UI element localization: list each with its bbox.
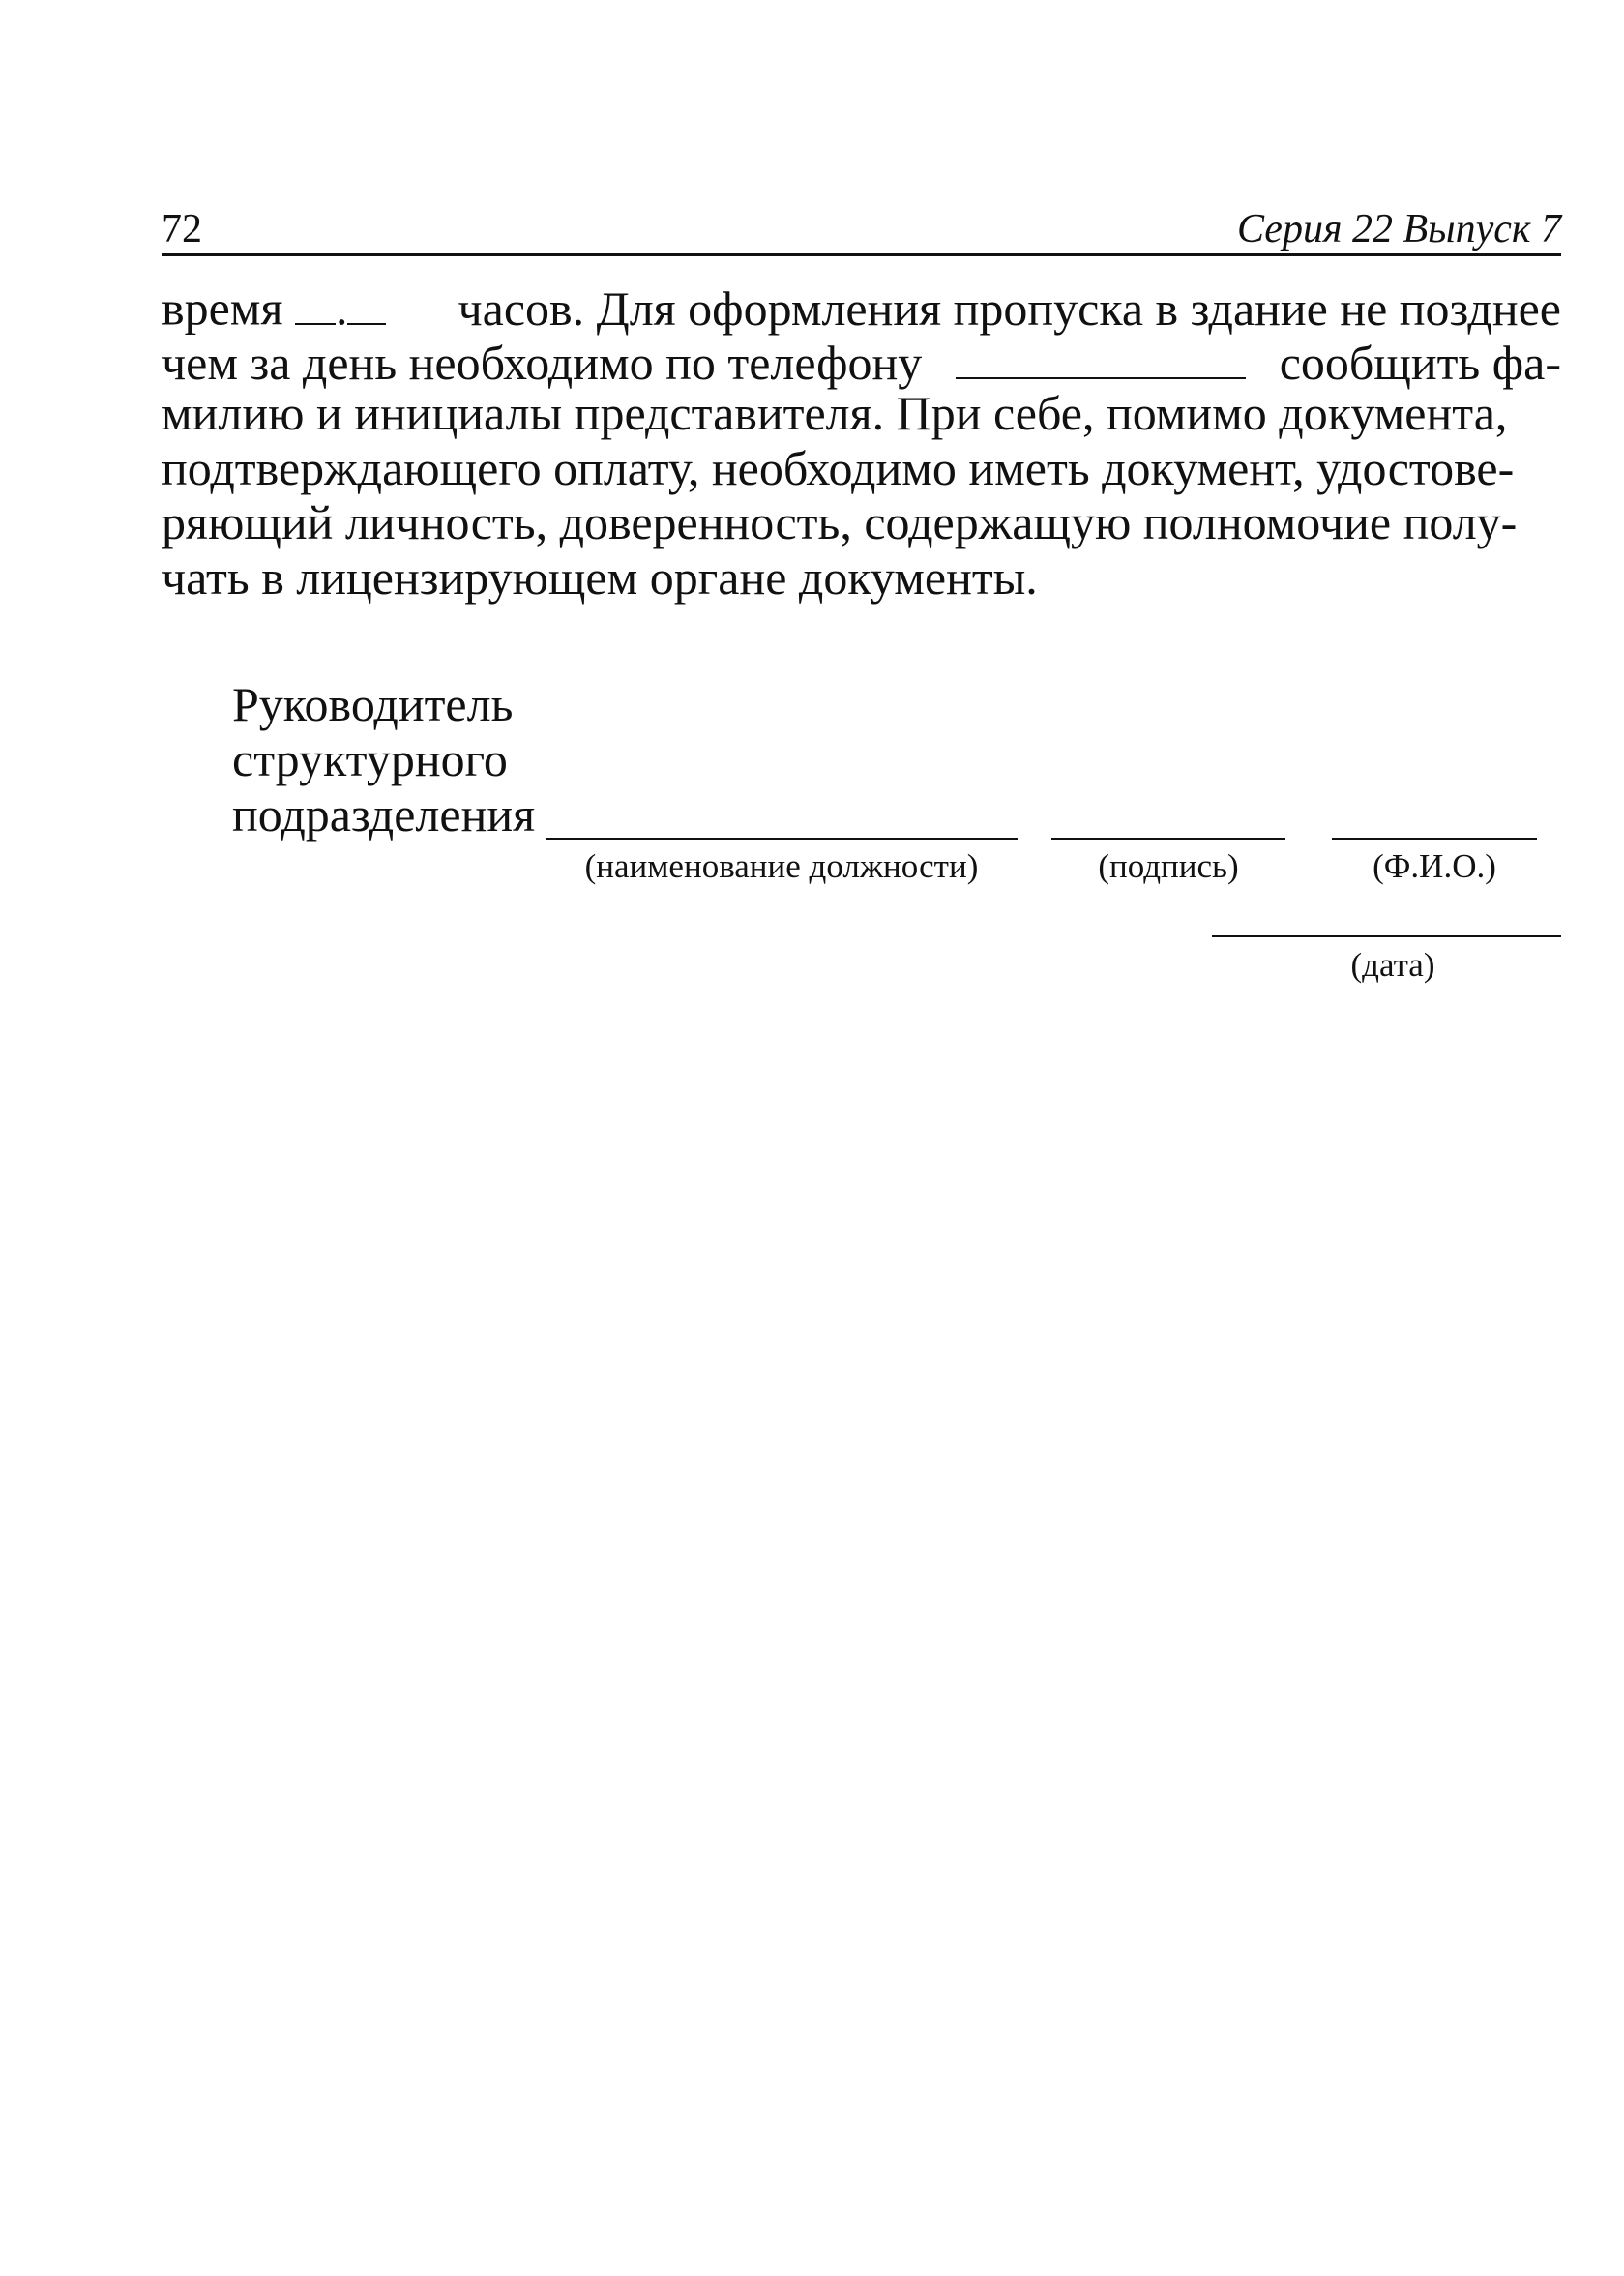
hours-blank: [295, 277, 336, 325]
position-caption: (наименование должности): [584, 847, 979, 885]
signatory-label-line: структурного: [232, 732, 508, 786]
position-line: [546, 838, 1018, 840]
date-line: [1212, 935, 1561, 937]
text-segment: чать в лицензирующем органе документы.: [162, 549, 1038, 605]
body-paragraph: [162, 277, 1561, 605]
date-caption: (дата): [1350, 946, 1435, 984]
signatory-label-line: Руководитель: [232, 677, 514, 731]
text-line: [162, 495, 1561, 550]
signatory-label: [232, 677, 535, 842]
text-segment: чем за день необходимо по телефону: [162, 336, 923, 390]
signatory-label-line: подразделения: [232, 787, 536, 842]
signature-caption: (подпись): [1098, 847, 1239, 885]
signature-line: [1051, 838, 1285, 840]
phone-blank: [956, 332, 1246, 380]
name-caption: (Ф.И.О.): [1373, 847, 1496, 885]
series-title: Серия 22 Выпуск 7: [1237, 207, 1561, 251]
time-separator: .: [335, 281, 348, 336]
name-line: [1332, 838, 1537, 840]
text-line: [162, 277, 1561, 336]
minutes-blank: [347, 277, 386, 325]
text-line: [162, 332, 1561, 390]
text-line: [162, 441, 1561, 496]
text-line: [162, 550, 1561, 606]
text-segment: часов. Для оформления пропуска в здание не позднее: [458, 281, 1561, 336]
text-segment: ряющий личность, доверенность, содержащую полномочие полу-: [162, 495, 1518, 549]
text-segment: время: [162, 281, 283, 336]
text-line: [162, 386, 1561, 441]
text-segment: подтверждающего оплату, необходимо иметь документ, удостове-: [162, 440, 1515, 495]
page-number: 72: [162, 207, 202, 251]
text-segment: сообщить фа-: [1279, 336, 1561, 390]
running-header: [162, 203, 1561, 256]
text-segment: милию и инициалы представителя. При себе, помимо документа,: [162, 386, 1508, 440]
